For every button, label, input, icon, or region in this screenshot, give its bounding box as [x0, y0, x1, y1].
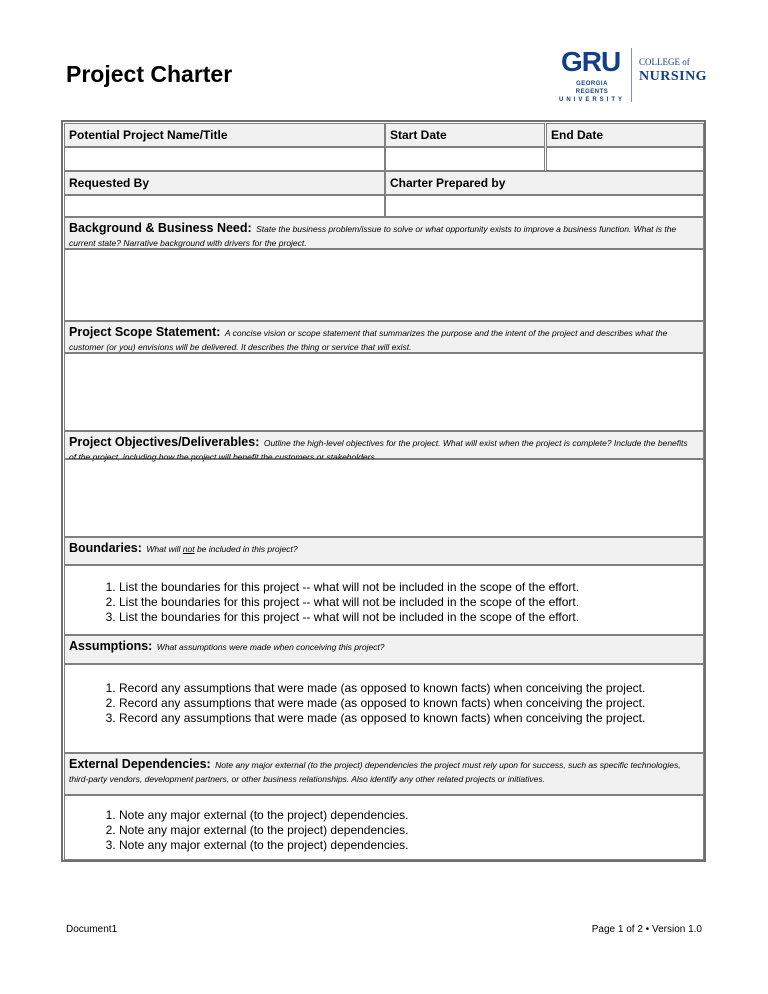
project-name-header — [64, 123, 385, 147]
dependencies-desc: Note any major external (to the project) dependencies the project must rely upon for success, such as specific technologies, third-party vendors, development partners, or other business relationships. Also identify any other related projects or initiatives. — [69, 760, 681, 784]
end-date-label: End Date — [551, 128, 604, 142]
gru-wordmark: GRU — [561, 46, 621, 77]
objectives-field[interactable] — [64, 459, 704, 537]
start-date-header — [385, 123, 545, 147]
list-item: 2. List the boundaries for this project -- what will not be included in the scope of the effort. — [119, 595, 703, 610]
requested-by-field[interactable] — [64, 195, 385, 217]
end-date-field[interactable] — [546, 147, 704, 171]
scope-header — [64, 321, 704, 353]
boundaries-title: Boundaries: — [69, 541, 142, 555]
list-item: 1. List the boundaries for this project -- what will not be included in the scope of the effort. — [119, 580, 703, 595]
document-title: Project Charter — [66, 61, 233, 87]
boundaries-list — [65, 580, 703, 625]
scope-title: Project Scope Statement: — [69, 325, 221, 339]
scope-field[interactable] — [64, 353, 704, 431]
footer-document-name: Document1 — [66, 924, 118, 935]
assumptions-header — [64, 635, 704, 664]
requested-by-label: Requested By — [69, 176, 150, 190]
college-of-label: COLLEGE of — [639, 57, 690, 67]
boundaries-field[interactable] — [64, 565, 704, 635]
logo-divider — [631, 48, 632, 102]
dependencies-title: External Dependencies: — [69, 757, 211, 771]
prepared-by-header — [385, 171, 704, 195]
list-item: 2. Note any major external (to the project) dependencies. — [119, 823, 703, 838]
requested-by-header — [64, 171, 385, 195]
end-date-header — [546, 123, 704, 147]
start-date-label: Start Date — [390, 128, 447, 142]
project-name-label: Potential Project Name/Title — [69, 128, 228, 142]
background-desc: State the business problem/issue to solve or what opportunity exists to improve a business function. What is the current state? Narrative background with drivers for the project. — [69, 224, 677, 248]
assumptions-list — [65, 681, 703, 726]
dependencies-field[interactable] — [64, 795, 704, 860]
list-item: 2. Record any assumptions that were made (as opposed to known facts) when conceiving the project. — [119, 696, 703, 711]
background-title: Background & Business Need: — [69, 221, 252, 235]
scope-desc: A concise vision or scope statement that summarizes the purpose and the intent of the project and describes what the customer (or you) envisions will be delivered. It describes the thing or service that will exist. — [69, 328, 668, 352]
boundaries-header — [64, 537, 704, 565]
dependencies-list — [65, 808, 703, 853]
list-item: 3. Record any assumptions that were made (as opposed to known facts) when conceiving the project. — [119, 711, 703, 726]
objectives-header — [64, 431, 704, 462]
charter-form — [61, 120, 706, 862]
list-item: 1. Record any assumptions that were made (as opposed to known facts) when conceiving the project. — [119, 681, 703, 696]
start-date-field[interactable] — [385, 147, 545, 171]
assumptions-field[interactable] — [64, 664, 704, 753]
dependencies-header — [64, 753, 704, 795]
boundaries-desc: What will not be included in this project? — [146, 544, 298, 554]
nursing-label: NURSING — [639, 69, 708, 84]
objectives-title: Project Objectives/Deliverables: — [69, 435, 260, 449]
list-item: 3. Note any major external (to the project) dependencies. — [119, 838, 703, 853]
assumptions-title: Assumptions: — [69, 639, 153, 653]
gru-subtitle: GEORGIA REGENTS UNIVERSITY — [559, 81, 626, 103]
list-item: 3. List the boundaries for this project -- what will not be included in the scope of the effort. — [119, 610, 703, 625]
background-header — [64, 217, 704, 249]
list-item: 1. Note any major external (to the project) dependencies. — [119, 808, 703, 823]
prepared-by-field[interactable] — [385, 195, 704, 217]
prepared-by-label: Charter Prepared by — [390, 176, 506, 190]
gru-nursing-logo — [559, 46, 709, 104]
assumptions-desc: What assumptions were made when conceiving this project? — [156, 642, 385, 652]
project-name-field[interactable] — [64, 147, 385, 171]
objectives-desc: Outline the high-level objectives for the project. What will exist when the project is complete? Include the benefits of the project, including how the project will benefit the customers or stakeholders. — [69, 438, 688, 462]
footer-page-version: Page 1 of 2 • Version 1.0 — [591, 924, 702, 935]
background-field[interactable] — [64, 249, 704, 321]
